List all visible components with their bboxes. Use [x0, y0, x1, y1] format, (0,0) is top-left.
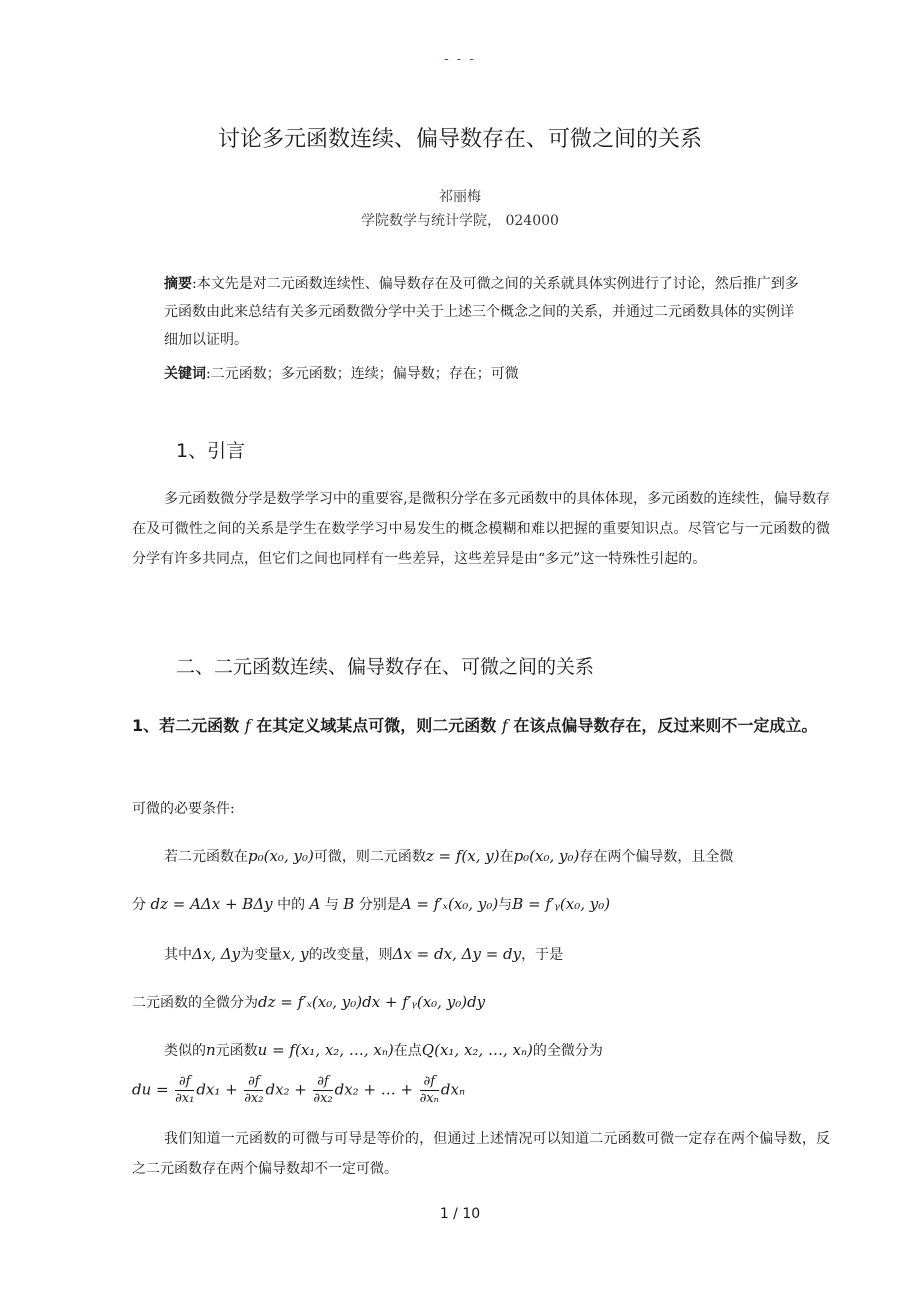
total-differential-line — [132, 992, 485, 1012]
fraction-1-den: ∂x₁ — [175, 1091, 195, 1106]
fraction-n-num: ∂f — [420, 1074, 439, 1091]
author: 祁丽梅 — [439, 189, 481, 205]
fraction-2-den: ∂x₂ — [244, 1091, 264, 1106]
l3-t1: 其中 — [164, 947, 192, 963]
l3-m2: x, y — [282, 945, 309, 963]
l2-t1: 分 — [132, 897, 146, 913]
l2-m4: A = f′ₓ(x₀, y₀) — [400, 895, 499, 913]
theorem-part1: 1、若二元函数 — [132, 716, 240, 735]
intro-paragraph: 多元函数微分学是数学学习中的重要容,是微积分学在多元函数中的具体体现，多元函数的连续性，偏导数存在及可微性之间的关系是学生在数学学习中易发生的概念模糊和难以把握的重要知识点。尽管它与一元函数的微分学有许多共同点，但它们之间也同样有一些差异，这些差异是由“多元”这一特殊性引起的。 — [132, 491, 830, 567]
l5-t3: 在点 — [393, 1043, 422, 1059]
theorem-statement — [132, 706, 832, 746]
l3-t4: ，于是 — [521, 947, 564, 963]
formula-term-2: dx₂ + — [265, 1080, 307, 1099]
l5-m2: u = f(x₁, x₂, …, xₙ) — [257, 1041, 394, 1059]
page-title: 讨论多元函数连续、偏导数存在、可微之间的关系 — [217, 127, 702, 152]
l2-m1: dz = AΔx + BΔy — [150, 895, 273, 913]
fraction-2-num: ∂f — [244, 1074, 263, 1091]
abstract-label: 摘要 — [164, 276, 192, 292]
section-heading-intro: 1、引言 — [176, 440, 246, 462]
fraction-n — [420, 1074, 439, 1107]
necessary-condition-label: 可微的必要条件: — [132, 801, 235, 817]
l1-t2: 可微，则二元函数 — [313, 849, 426, 865]
l1-m1: p₀(x₀, y₀) — [248, 847, 314, 865]
fraction-1 — [175, 1074, 194, 1107]
l5-t2: 元函数 — [215, 1043, 258, 1059]
abstract — [164, 270, 804, 354]
l3-m1: Δx, Δy — [192, 945, 241, 963]
keywords-label: 关键词 — [164, 366, 206, 382]
l2-m2: A — [309, 895, 321, 913]
l5-t1: 类似的 — [164, 1043, 206, 1059]
n-variable-line — [164, 1040, 603, 1060]
l2-t3: 与 — [324, 897, 339, 913]
l5-m1: n — [206, 1041, 216, 1059]
l4-t1: 二元函数的全微分为 — [132, 995, 258, 1011]
theorem-f1: f — [244, 716, 251, 735]
condition-line-3 — [164, 944, 563, 964]
l2-m5: B = f′ᵧ(x₀, y₀) — [512, 895, 611, 913]
l2-t2: 中的 — [277, 897, 306, 913]
l3-m3: Δx = dx, Δy = dy — [392, 945, 522, 963]
condition-line-2 — [132, 894, 610, 914]
formula-term-n: dxₙ — [440, 1080, 466, 1099]
formula-term-1: dx₁ + — [196, 1080, 238, 1099]
l2-m3: B — [343, 895, 355, 913]
l1-t4: 存在两个偏导数，且全微 — [579, 849, 734, 865]
fraction-3 — [313, 1074, 332, 1107]
l5-m3: Q(x₁, x₂, …, xₙ) — [421, 1041, 533, 1059]
l2-t4: 分别是 — [358, 897, 401, 913]
abstract-text: :本文先是对二元函数连续性、偏导数存在及可微之间的关系就具体实例进行了讨论，然后推广到多元函数由此来总结有关多元函数微分学中关于上述三个概念之间的关系，并通过二元函数具体的实例详细加以证明。 — [164, 276, 799, 348]
l1-m2: z = f(x, y) — [425, 847, 500, 865]
fraction-2 — [244, 1074, 263, 1107]
theorem-f2: f — [501, 716, 508, 735]
theorem-part3: 在该点偏导数存在，反过来则不一定成立。 — [513, 716, 818, 735]
l4-m1: dz = f′ₓ(x₀, y₀)dx + f′ᵧ(x₀, y₀)dy — [258, 993, 486, 1011]
l1-m3: p₀(x₀, y₀) — [513, 847, 580, 865]
l3-t3: 的改变量，则 — [308, 947, 393, 963]
page-number: 1 / 10 — [439, 1206, 481, 1222]
l3-t2: 为变量 — [240, 947, 283, 963]
affiliation: 学院数学与统计学院， 024000 — [361, 213, 559, 229]
fraction-n-den: ∂xₙ — [419, 1091, 439, 1106]
l5-t4: 的全微分为 — [532, 1043, 603, 1059]
l1-t3: 在 — [499, 849, 514, 865]
theorem-part2: 在其定义域某点可微，则二元函数 — [256, 716, 497, 735]
fraction-1-num: ∂f — [175, 1074, 194, 1091]
header-mark: - - - — [444, 52, 476, 67]
condition-line-1 — [164, 846, 733, 866]
formula-lhs: du = — [132, 1080, 169, 1099]
l2-t5: 与 — [498, 897, 513, 913]
l1-t1: 若二元函数在 — [164, 849, 248, 865]
keywords-text: :二元函数；多元函数；连续；偏导数；存在；可微 — [206, 366, 519, 382]
fraction-3-num: ∂f — [313, 1074, 332, 1091]
fraction-3-den: ∂x₂ — [313, 1091, 333, 1106]
section-heading-relations: 二、二元函数连续、偏导数存在、可微之间的关系 — [176, 656, 595, 678]
total-differential-formula — [132, 1074, 465, 1107]
conclusion-paragraph: 我们知道一元函数的可微与可导是等价的，但通过上述情况可以知道二元函数可微一定存在两个偏导数，反之二元函数存在两个偏导数却不一定可微。 — [132, 1131, 830, 1177]
keywords — [164, 363, 519, 383]
formula-term-3: dx₂ + … + — [334, 1080, 414, 1099]
